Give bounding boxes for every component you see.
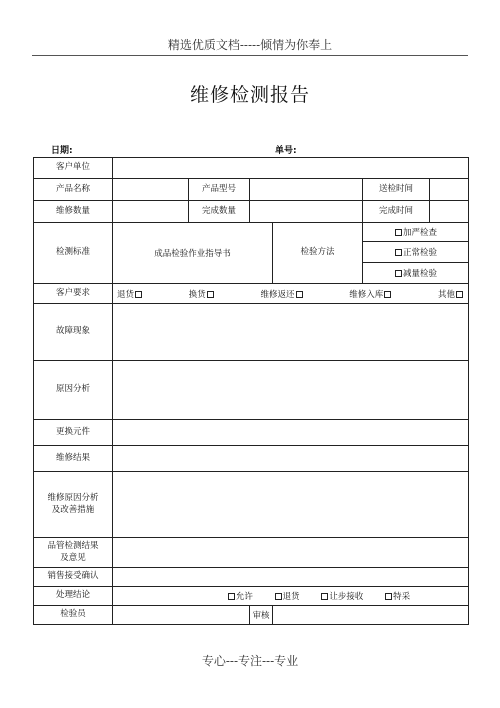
requirement-option-exchange[interactable] <box>189 288 215 300</box>
conclusion-option-allow[interactable] <box>227 592 253 602</box>
inspection-time-field[interactable] <box>430 179 469 201</box>
customer-field[interactable] <box>113 158 469 179</box>
completed-qty-field[interactable] <box>250 201 363 223</box>
checkbox-icon[interactable] <box>321 593 328 600</box>
requirement-option-other[interactable] <box>438 288 464 300</box>
result-label: 维修结果 <box>34 446 113 472</box>
header-divider <box>32 55 468 56</box>
repair-qty-field[interactable] <box>113 201 189 223</box>
order-number-label: 单号: <box>275 146 297 156</box>
requirement-option-return[interactable] <box>117 288 143 300</box>
checkbox-icon[interactable] <box>384 291 391 298</box>
conclusion-option-label: 特采 <box>393 592 411 602</box>
checkbox-icon[interactable] <box>395 270 402 277</box>
requirement-option-label: 维修返还 <box>260 289 295 300</box>
requirement-option-label: 维修入库 <box>349 289 384 300</box>
product-model-label: 产品型号 <box>189 179 250 201</box>
repair-report-form <box>33 157 469 625</box>
qc-label-line-1: 品管检测结果 <box>47 541 99 552</box>
repair-analysis-label-line-1: 维修原因分析 <box>47 493 99 504</box>
fault-field[interactable] <box>113 304 469 361</box>
inspection-time-label: 送检时间 <box>363 179 430 201</box>
date-label: 日期: <box>51 146 73 156</box>
sales-row <box>34 568 469 587</box>
result-row <box>34 446 469 472</box>
requirement-label: 客户要求 <box>34 284 113 304</box>
result-field[interactable] <box>113 446 469 472</box>
standard-label: 检测标准 <box>34 223 113 284</box>
fault-row <box>34 304 469 361</box>
method-option-normal[interactable] <box>363 242 469 263</box>
checkbox-icon[interactable] <box>395 249 402 256</box>
review-field[interactable] <box>273 606 469 625</box>
conclusion-option-label: 允许 <box>235 592 253 602</box>
repair-analysis-label-line-2: 及改善措施 <box>51 504 95 515</box>
replaced-parts-field[interactable] <box>113 420 469 446</box>
conclusion-option-label: 让步接收 <box>329 592 364 602</box>
checkbox-icon[interactable] <box>207 291 214 298</box>
standard-value: 成品检验作业指导书 <box>113 223 273 284</box>
conclusion-option-label: 退货 <box>282 592 300 602</box>
page-header-banner: 精选优质文档-----倾情为你奉上 <box>167 38 333 52</box>
requirement-option-repair-stock[interactable] <box>349 288 392 300</box>
cause-label: 原因分析 <box>34 361 113 420</box>
checkbox-icon[interactable] <box>135 291 142 298</box>
checkbox-icon[interactable] <box>456 291 463 298</box>
product-model-field[interactable] <box>250 179 363 201</box>
qc-row <box>34 538 469 568</box>
sales-label: 销售接受确认 <box>34 568 113 587</box>
replaced-parts-row <box>34 420 469 446</box>
standard-row-1 <box>34 223 469 242</box>
conclusion-option-concession[interactable] <box>320 592 363 602</box>
completed-time-field[interactable] <box>430 201 469 223</box>
report-meta-row <box>33 143 468 157</box>
conclusion-option-return[interactable] <box>274 592 300 602</box>
method-option-label: 正常检验 <box>403 248 438 258</box>
conclusion-options <box>113 587 469 606</box>
customer-label: 客户单位 <box>34 158 113 179</box>
checkbox-icon[interactable] <box>385 593 392 600</box>
customer-row <box>34 158 469 179</box>
fault-label: 故障现象 <box>34 304 113 361</box>
checkbox-icon[interactable] <box>228 593 235 600</box>
repair-analysis-row <box>34 472 469 538</box>
quantity-row <box>34 201 469 223</box>
product-name-label: 产品名称 <box>34 179 113 201</box>
method-option-label: 加严检查 <box>403 228 438 238</box>
review-label: 审核 <box>250 606 273 625</box>
cause-row <box>34 361 469 420</box>
repair-qty-label: 维修数量 <box>34 201 113 223</box>
requirement-option-repair-return[interactable] <box>261 288 304 300</box>
checkbox-icon[interactable] <box>395 229 402 236</box>
page-footer: 专心---专注---专业 <box>201 654 299 668</box>
report-title: 维修检测报告 <box>189 84 310 106</box>
product-row <box>34 179 469 201</box>
requirement-option-label: 换货 <box>188 289 206 300</box>
requirement-option-label: 其他 <box>438 289 456 300</box>
cause-field[interactable] <box>113 361 469 420</box>
requirement-row <box>34 284 469 304</box>
qc-label <box>34 538 113 568</box>
qc-field[interactable] <box>113 538 469 568</box>
conclusion-label: 处理结论 <box>34 587 113 606</box>
repair-analysis-field[interactable] <box>113 472 469 538</box>
requirement-option-label: 退货 <box>117 289 135 300</box>
conclusion-option-special[interactable] <box>384 592 410 602</box>
inspector-label: 检验员 <box>34 606 113 625</box>
conclusion-row <box>34 587 469 606</box>
inspector-field[interactable] <box>113 606 250 625</box>
method-option-label: 减量检验 <box>403 269 438 279</box>
completed-qty-label: 完成数量 <box>189 201 250 223</box>
method-label: 检验方法 <box>273 223 363 284</box>
checkbox-icon[interactable] <box>296 291 303 298</box>
repair-analysis-label <box>34 472 113 538</box>
method-option-strict[interactable] <box>363 223 469 242</box>
product-name-field[interactable] <box>113 179 189 201</box>
requirement-options <box>113 284 469 304</box>
replaced-parts-label: 更换元件 <box>34 420 113 446</box>
sales-field[interactable] <box>113 568 469 587</box>
qc-label-line-2: 及意见 <box>60 552 86 563</box>
signature-row <box>34 606 469 625</box>
method-option-reduced[interactable] <box>363 263 469 284</box>
completed-time-label: 完成时间 <box>363 201 430 223</box>
checkbox-icon[interactable] <box>275 593 282 600</box>
